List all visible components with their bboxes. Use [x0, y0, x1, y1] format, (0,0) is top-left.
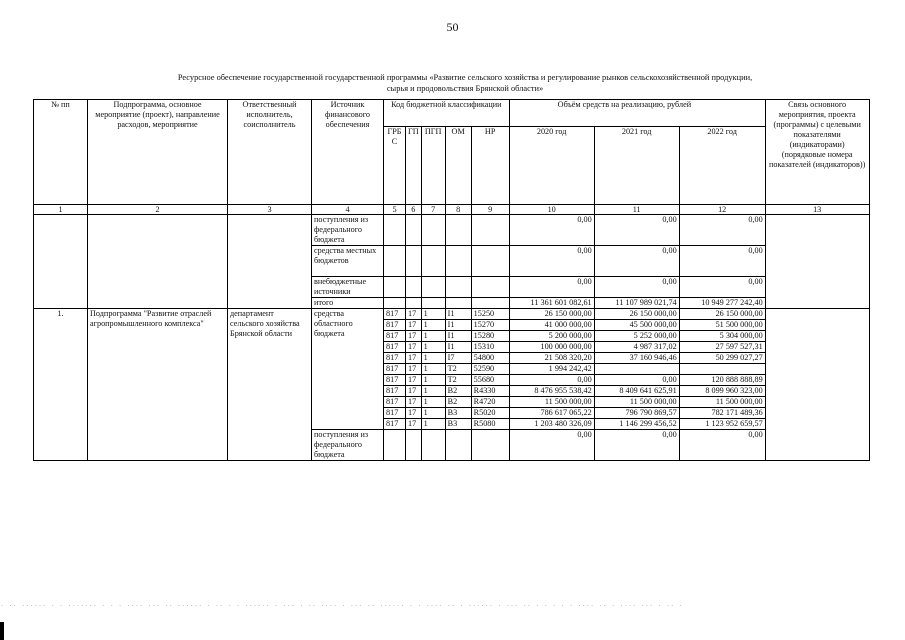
- header-no: № пп: [34, 100, 88, 205]
- header-2020: 2020 год: [509, 127, 594, 205]
- cell-grbs: 817: [384, 419, 406, 430]
- column-number: 13: [765, 205, 869, 215]
- cell-link-empty: [765, 215, 869, 309]
- cell-pgp: 1: [421, 397, 445, 408]
- cell-grbs: 817: [384, 386, 406, 397]
- cell-grbs: 817: [384, 364, 406, 375]
- column-number: 9: [471, 205, 509, 215]
- table-row: [34, 215, 870, 246]
- column-number: 3: [228, 205, 312, 215]
- cell-gp: 17: [406, 375, 422, 386]
- cell-pgp: 1: [421, 375, 445, 386]
- column-number: 2: [88, 205, 228, 215]
- cell-pgp: 1: [421, 342, 445, 353]
- cell-pgp: 1: [421, 408, 445, 419]
- header-nr: НР: [471, 127, 509, 205]
- cell-no-empty: [34, 215, 88, 309]
- page-number: 50: [446, 20, 459, 34]
- column-number: 8: [445, 205, 471, 215]
- cell-2022: 27 597 527,31: [679, 342, 765, 353]
- cell-2020: 21 508 320,20: [509, 353, 594, 364]
- cell-grbs: 817: [384, 375, 406, 386]
- cell-2022: 10 949 277 242,40: [679, 298, 765, 309]
- cell-2021: 37 160 946,46: [594, 353, 679, 364]
- cell-link-empty: [765, 309, 869, 461]
- column-number: 6: [406, 205, 422, 215]
- cell-2020: 0,00: [509, 215, 594, 246]
- cell-om: I1: [445, 331, 471, 342]
- cell-om: I1: [445, 309, 471, 320]
- cell-gp: 17: [406, 419, 422, 430]
- cell-subprogram-no: 1.: [34, 309, 88, 461]
- cell-2020: 11 500 000,00: [509, 397, 594, 408]
- cell-pgp: 1: [421, 419, 445, 430]
- header-2022: 2022 год: [679, 127, 765, 205]
- cell-2020: 41 000 000,00: [509, 320, 594, 331]
- cell-2021: 5 252 000,00: [594, 331, 679, 342]
- cell-nr: R4330: [471, 386, 509, 397]
- cell-2022: 0,00: [679, 277, 765, 298]
- cell-source: итого: [312, 298, 384, 309]
- cell-2022: 26 150 000,00: [679, 309, 765, 320]
- header-2021: 2021 год: [594, 127, 679, 205]
- cell-2020: 11 361 601 082,61: [509, 298, 594, 309]
- cell-nr: R5080: [471, 419, 509, 430]
- cell-nr: 15280: [471, 331, 509, 342]
- cell-2022: 0,00: [679, 215, 765, 246]
- column-number: 4: [312, 205, 384, 215]
- header-gp: ГП: [406, 127, 422, 205]
- cell-pgp: 1: [421, 320, 445, 331]
- header-om: ОМ: [445, 127, 471, 205]
- cell-2020: 8 476 955 538,42: [509, 386, 594, 397]
- cell-subprogram-executor: департамент сельского хозяйства Брянской области: [228, 309, 312, 461]
- cell-pgp: 1: [421, 386, 445, 397]
- header-pgp: ПГП: [421, 127, 445, 205]
- cell-2021: 11 500 000,00: [594, 397, 679, 408]
- cell-2020: 1 994 242,42: [509, 364, 594, 375]
- cell-gp: 17: [406, 386, 422, 397]
- cell-grbs: 817: [384, 353, 406, 364]
- column-number: 7: [421, 205, 445, 215]
- cell-grbs: 817: [384, 309, 406, 320]
- cell-pgp: 1: [421, 353, 445, 364]
- cell-subprogram-source: средства областного бюджета: [312, 309, 384, 430]
- cell-2022: 0,00: [679, 246, 765, 277]
- cell-gp: 17: [406, 353, 422, 364]
- column-number: 12: [679, 205, 765, 215]
- cell-2021: 0,00: [594, 246, 679, 277]
- cell-2021: 45 500 000,00: [594, 320, 679, 331]
- cell-2020: 0,00: [509, 277, 594, 298]
- cell-source: средства местных бюджетов: [312, 246, 384, 277]
- cell-2022: 50 299 027,27: [679, 353, 765, 364]
- column-number: 5: [384, 205, 406, 215]
- cell-nr: 15250: [471, 309, 509, 320]
- cell-nr: R4720: [471, 397, 509, 408]
- cell-grbs: 817: [384, 408, 406, 419]
- header-grbs: ГРБ С: [384, 127, 406, 205]
- cell-2021: [594, 364, 679, 375]
- cell-2021: 1 146 299 456,52: [594, 419, 679, 430]
- cell-2020: 100 000 000,00: [509, 342, 594, 353]
- cell-grbs: 817: [384, 342, 406, 353]
- cell-2021: 0,00: [594, 277, 679, 298]
- cell-om: I1: [445, 342, 471, 353]
- cell-2022: 1 123 952 659,57: [679, 419, 765, 430]
- cell-2021: 4 987 317,02: [594, 342, 679, 353]
- resource-table: [33, 99, 870, 461]
- cell-2020: 0,00: [509, 246, 594, 277]
- column-number: 1: [34, 205, 88, 215]
- cell-executor-empty: [228, 215, 312, 309]
- cell-2021: 0,00: [594, 215, 679, 246]
- cell-2021: 0,00: [594, 375, 679, 386]
- cell-nr: R5020: [471, 408, 509, 419]
- cell-grbs: 817: [384, 397, 406, 408]
- cell-gp: 17: [406, 309, 422, 320]
- cell-2021: 796 790 869,57: [594, 408, 679, 419]
- cell-om: T2: [445, 364, 471, 375]
- cell-nr: 54800: [471, 353, 509, 364]
- header-subprogram: Подпрограмма, основное мероприятие (проект), направление расходов, мероприятие: [88, 100, 228, 205]
- cell-2020: 1 203 480 326,09: [509, 419, 594, 430]
- scan-edge-mark: [0, 622, 4, 640]
- title-line-1: Ресурсное обеспечение государственной государственной программы «Развитие сельского хозяйства и регулирование рынков сельскохозяйственной продукции,: [177, 73, 753, 82]
- cell-nr: 52590: [471, 364, 509, 375]
- cell-subprogram-name: Подпрограмма "Развитие отраслей агропромышленного комплекса": [88, 309, 228, 461]
- cell-nr: 15270: [471, 320, 509, 331]
- cell-2021: 26 150 000,00: [594, 309, 679, 320]
- scan-noise: . .. ...... . . ....... . . . .... ... .. ...... . .. . . ...... . ... . .. .... . ... .. ...... . . .... .. . ...... . ... .. . . . . . .... .. . .... ... . .. .: [0, 600, 683, 608]
- cell-2021: 11 107 989 021,74: [594, 298, 679, 309]
- cell-om: I7: [445, 353, 471, 364]
- cell-om: B2: [445, 386, 471, 397]
- cell-grbs: 817: [384, 320, 406, 331]
- cell-nr: 15310: [471, 342, 509, 353]
- cell-2022: 5 304 000,00: [679, 331, 765, 342]
- cell-2022: 51 500 000,00: [679, 320, 765, 331]
- header-link: Связь основного мероприятия, проекта (программы) с целевыми показателями (индикаторами) (порядковые номера показателей (индикаторов)): [765, 100, 869, 205]
- cell-2021: 8 409 641 625,91: [594, 386, 679, 397]
- cell-2022: 11 500 000,00: [679, 397, 765, 408]
- cell-2020: 786 617 065,22: [509, 408, 594, 419]
- column-number: 11: [594, 205, 679, 215]
- cell-2020: 0,00: [509, 430, 594, 461]
- title-line-2: сырья и продовольствия Брянской области»: [386, 84, 544, 93]
- cell-source: поступления из федерального бюджета: [312, 215, 384, 246]
- cell-pgp: 1: [421, 309, 445, 320]
- header-source: Источник финансового обеспечения: [312, 100, 384, 205]
- cell-pgp: 1: [421, 331, 445, 342]
- column-number: 10: [509, 205, 594, 215]
- cell-2022: 782 171 489,36: [679, 408, 765, 419]
- header-volume: Объём средств на реализацию, рублей: [509, 100, 765, 127]
- cell-om: B3: [445, 419, 471, 430]
- cell-grbs: 817: [384, 331, 406, 342]
- column-number-row: [34, 205, 870, 215]
- cell-2022: [679, 364, 765, 375]
- cell-om: T2: [445, 375, 471, 386]
- header-executor: Ответственный исполнитель, соисполнитель: [228, 100, 312, 205]
- cell-2022: 8 099 960 323,00: [679, 386, 765, 397]
- cell-om: B3: [445, 408, 471, 419]
- cell-source: поступления из федерального бюджета: [312, 430, 384, 461]
- cell-2021: 0,00: [594, 430, 679, 461]
- cell-2022: 120 888 888,89: [679, 375, 765, 386]
- cell-gp: 17: [406, 408, 422, 419]
- cell-2022: 0,00: [679, 430, 765, 461]
- cell-subprogram-empty: [88, 215, 228, 309]
- cell-om: I1: [445, 320, 471, 331]
- table-row: [34, 309, 870, 320]
- cell-gp: 17: [406, 364, 422, 375]
- cell-gp: 17: [406, 342, 422, 353]
- cell-nr: 55680: [471, 375, 509, 386]
- cell-pgp: 1: [421, 364, 445, 375]
- cell-2020: 26 150 000,00: [509, 309, 594, 320]
- cell-source: внебюджетные источники: [312, 277, 384, 298]
- cell-2020: 5 200 000,00: [509, 331, 594, 342]
- cell-2020: 0,00: [509, 375, 594, 386]
- cell-gp: 17: [406, 397, 422, 408]
- cell-gp: 17: [406, 331, 422, 342]
- header-budget-code: Код бюджетной классификации: [384, 100, 510, 127]
- cell-gp: 17: [406, 320, 422, 331]
- document-title: [90, 72, 840, 94]
- header-row-1: [34, 100, 870, 127]
- cell-om: B2: [445, 397, 471, 408]
